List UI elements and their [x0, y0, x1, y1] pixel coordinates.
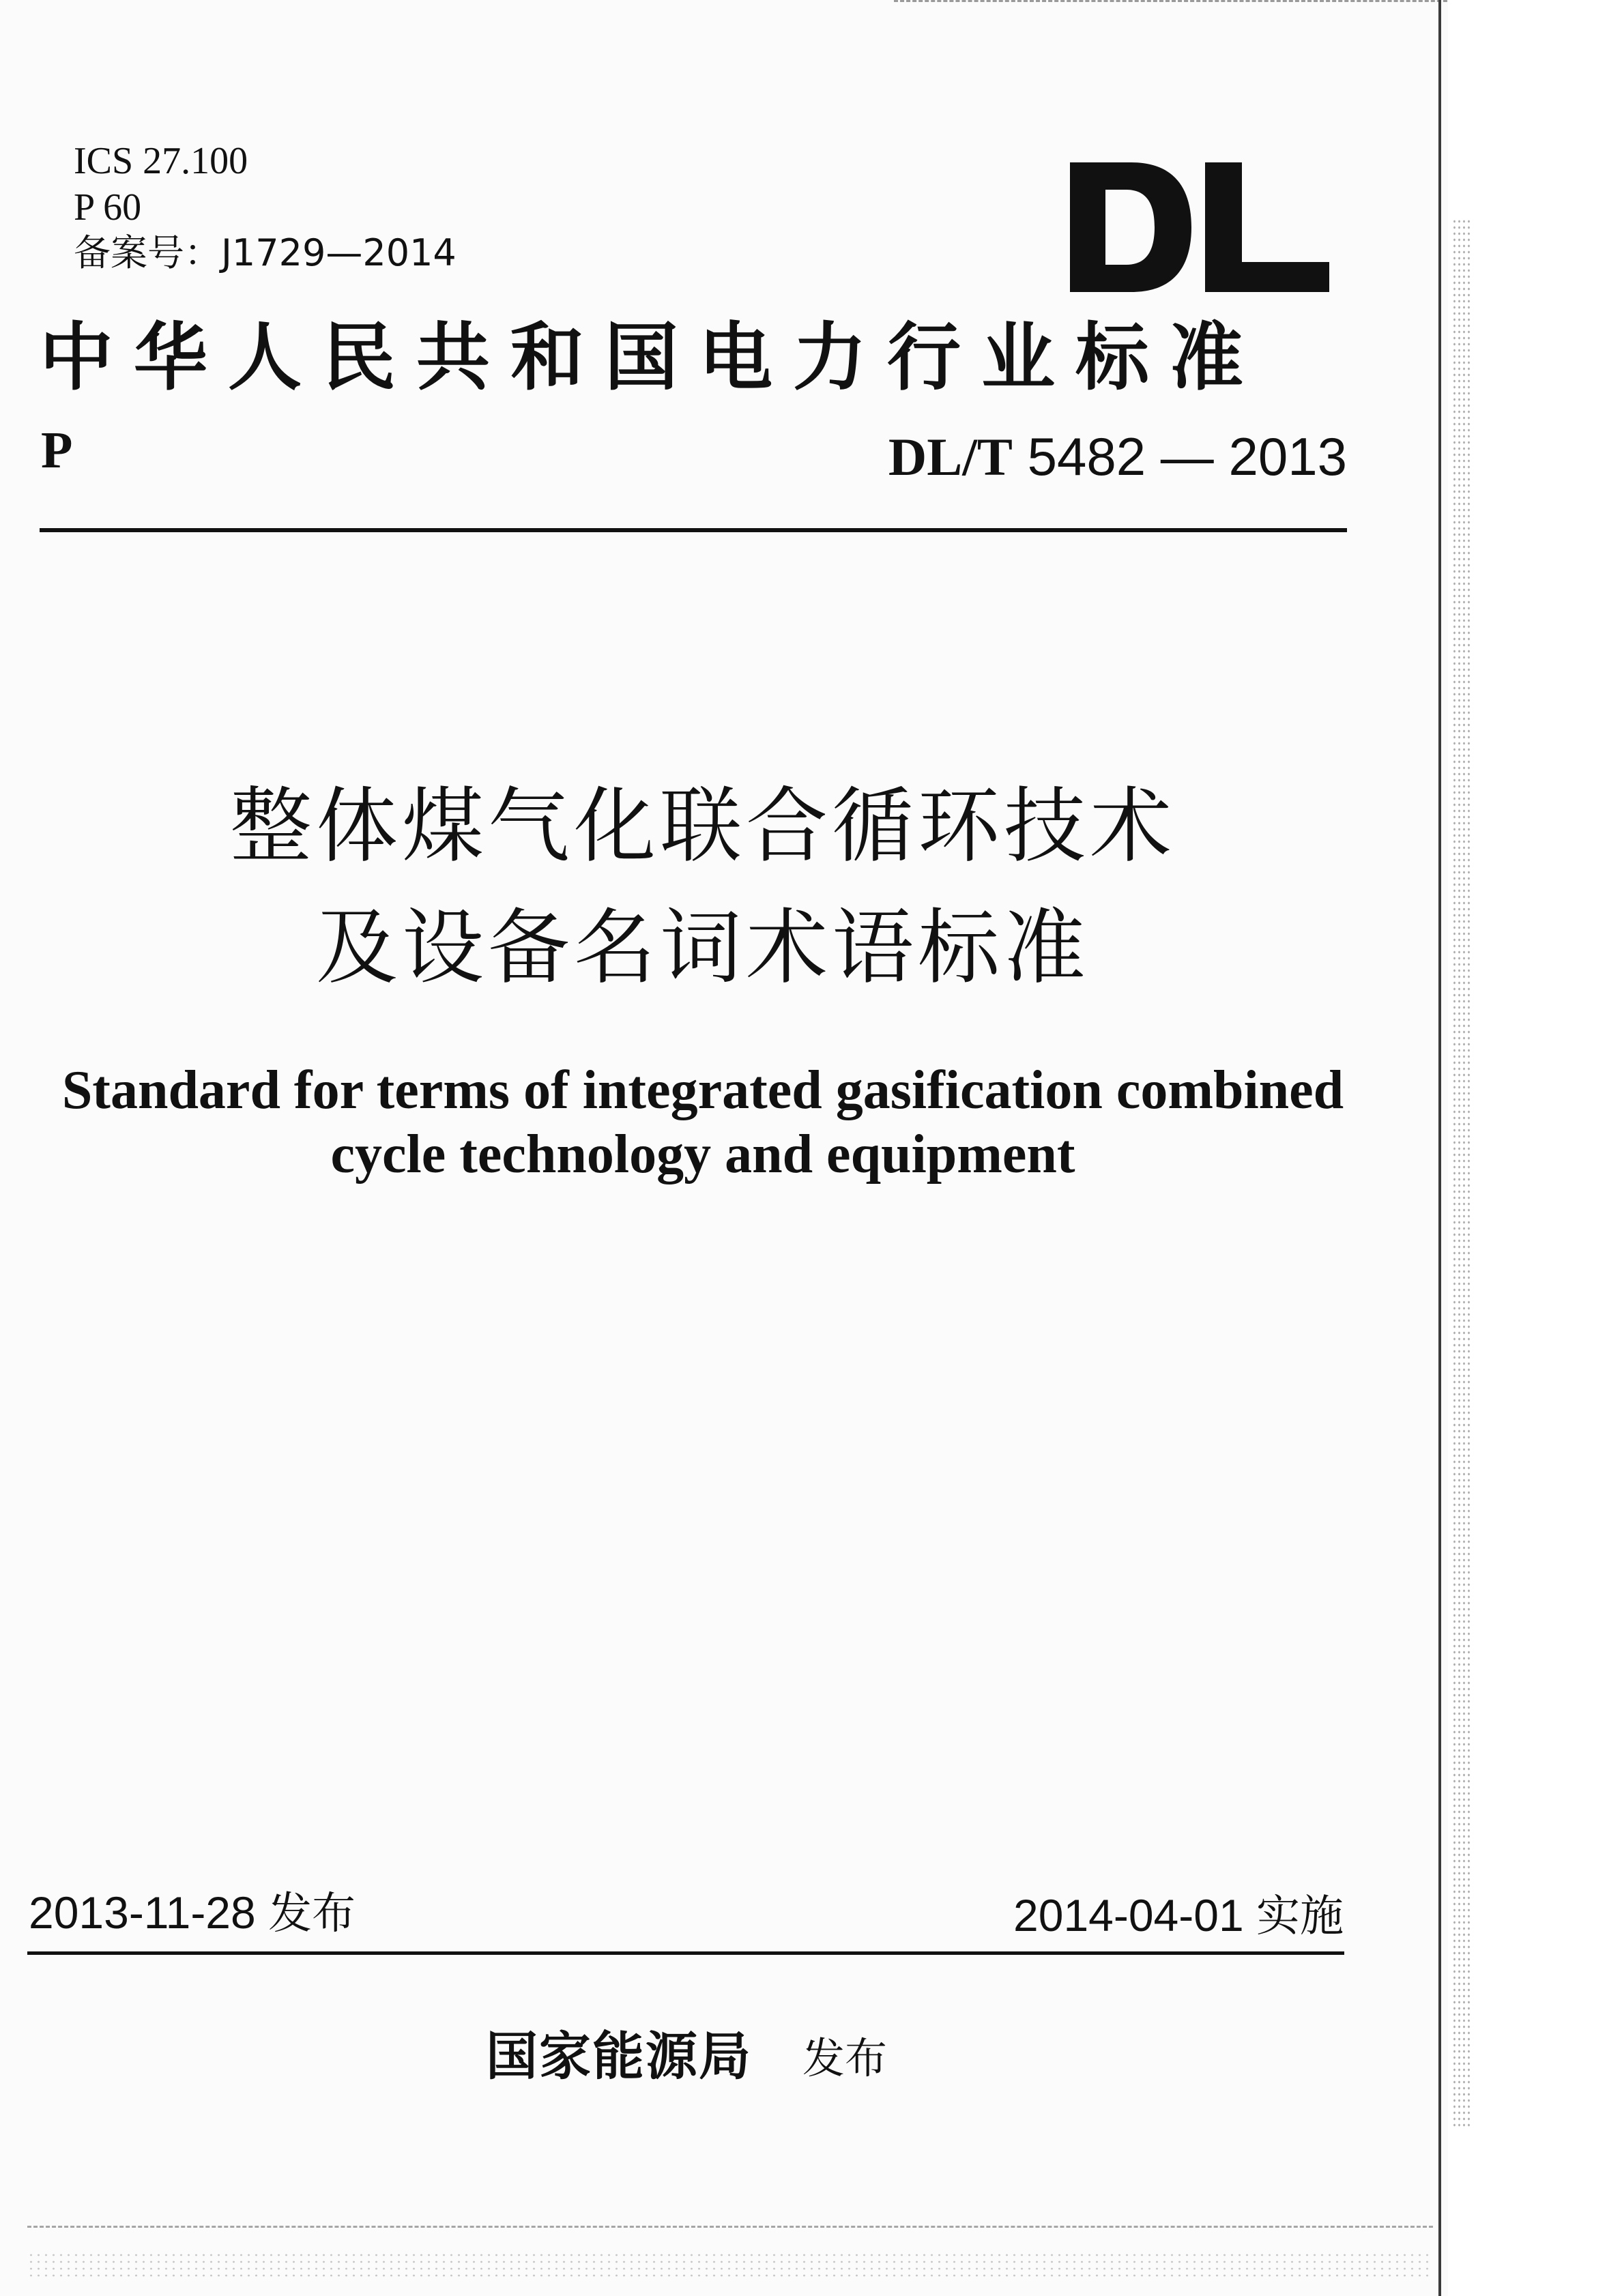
title-en-line1: Standard for terms of integrated gasification combined	[61, 1060, 1344, 1120]
dl-logo	[1070, 162, 1329, 292]
category-code: P 60	[74, 186, 142, 229]
standard-number	[888, 426, 1347, 486]
scan-right-edge	[1438, 0, 1441, 2296]
header-divider	[40, 528, 1347, 532]
scan-margin	[1448, 0, 1622, 2296]
issue-label: 发布	[268, 1889, 356, 1939]
ministry-heading: 中华人民共和国电力行业标准	[40, 315, 1264, 401]
record-number: 备案号：J1729—2014	[74, 231, 457, 274]
issue-date	[29, 1887, 356, 1939]
publisher-verb: 发布	[802, 2033, 888, 2083]
title-cn-line2: 及设备名词术语标准	[316, 901, 1090, 996]
implementation-date	[1013, 1890, 1344, 1942]
implementation-date-value: 2014-04-01	[1013, 1890, 1244, 1941]
scan-top-edge	[894, 0, 1453, 5]
scan-noise	[1452, 218, 1471, 2129]
ics-code: ICS 27.100	[74, 140, 248, 182]
scan-bottom-edge	[27, 2226, 1433, 2230]
implementation-label: 实施	[1256, 1891, 1344, 1942]
title-en-line2: cycle technology and equipment	[330, 1124, 1075, 1185]
standard-code: 5482 — 2013	[1012, 426, 1347, 486]
issue-date-value: 2013-11-28	[29, 1887, 256, 1938]
standard-prefix: DL/T	[888, 427, 1013, 486]
publisher-name: 国家能源局	[486, 2026, 752, 2087]
footer-divider	[27, 1951, 1344, 1955]
scan-noise-bottom	[27, 2252, 1433, 2279]
title-cn-line1: 整体煤气化联合循环技术	[230, 779, 1176, 874]
classification-letter: P	[41, 422, 73, 479]
